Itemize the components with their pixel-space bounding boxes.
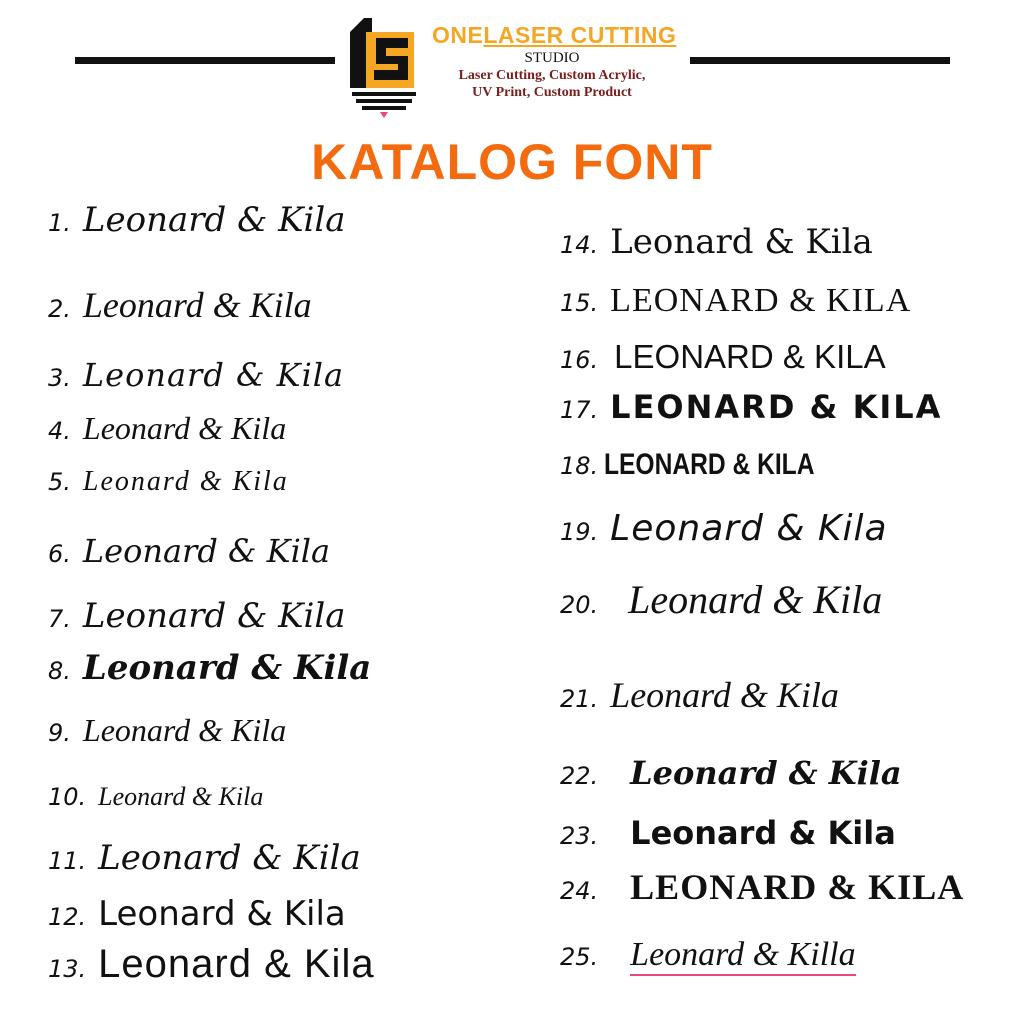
font-sample: Leonard & Kila — [630, 814, 896, 852]
font-sample: LEONARD & KILA — [630, 867, 965, 907]
font-sample-item — [560, 222, 873, 262]
font-sample-item — [560, 576, 882, 623]
font-sample: Leonard & Kila — [82, 712, 287, 748]
font-sample: Leonard & Kila — [82, 200, 346, 240]
font-number: 20. — [560, 591, 599, 619]
font-number: 14. — [560, 231, 599, 259]
font-sample: Leonard & Kila — [98, 838, 361, 878]
font-sample-item — [560, 338, 886, 376]
font-sample-item — [560, 508, 888, 549]
font-number: 17. — [560, 396, 599, 424]
font-sample: LEONARD & KILA — [614, 338, 886, 375]
font-sample-item — [560, 448, 861, 482]
font-sample-item — [560, 388, 942, 426]
font-sample: Leonard & Kila — [630, 754, 902, 792]
brand-name — [432, 22, 677, 49]
font-number: 21. — [560, 685, 599, 713]
font-sample-item — [48, 284, 312, 326]
brand-studio: STUDIO — [524, 50, 580, 66]
font-number: 18. — [560, 452, 599, 480]
font-number: 1. — [48, 209, 71, 237]
font-sample-item — [48, 648, 371, 688]
font-sample-item — [560, 754, 902, 792]
font-sample-item — [48, 466, 289, 498]
font-number: 13. — [48, 955, 87, 983]
font-sample: Leonard & Kila — [610, 675, 839, 715]
font-number: 23. — [560, 822, 599, 850]
font-sample: Leonard & Kila — [82, 356, 345, 394]
page-title: KATALOG FONT — [311, 134, 713, 190]
font-sample: Leonard & Kila — [98, 894, 346, 934]
header-rule-left — [75, 57, 335, 64]
font-sample: Leonard & Kila — [98, 782, 264, 811]
font-number: 15. — [560, 289, 599, 317]
font-sample-item — [560, 866, 964, 908]
brand-tagline-2: UV Print, Custom Product — [472, 85, 632, 100]
brand-tagline-1: Laser Cutting, Custom Acrylic, — [458, 68, 646, 83]
font-number: 11. — [48, 847, 87, 875]
font-sample: Leonard & Killa — [630, 936, 855, 976]
font-sample: Leonard & Kila — [82, 410, 287, 446]
font-number: 10. — [48, 783, 87, 811]
font-number: 6. — [48, 540, 71, 568]
font-sample-item — [48, 596, 346, 636]
font-sample-item — [48, 356, 344, 394]
studio-logo-icon — [350, 18, 418, 118]
font-sample-item — [48, 942, 375, 987]
font-number: 7. — [48, 605, 71, 633]
font-sample: Leonard & Kila — [610, 508, 888, 549]
font-sample: LEONARD & KILA — [604, 448, 815, 481]
font-number: 24. — [560, 877, 599, 905]
font-sample-item — [560, 936, 856, 976]
font-sample: Leonard & Kila — [82, 596, 346, 636]
font-sample-item — [48, 838, 361, 878]
font-sample: Leonard & Kila — [82, 648, 372, 688]
font-sample-item — [48, 894, 346, 934]
brand-name-rest: LASER CUTTING — [483, 22, 677, 48]
font-number: 9. — [48, 719, 71, 747]
font-number: 3. — [48, 364, 71, 392]
font-sample: Leonard & Kila — [628, 577, 883, 622]
font-sample: Leonard & Kila — [82, 466, 289, 497]
font-sample-item — [48, 410, 286, 447]
brand-name-one: ONE — [432, 22, 484, 48]
font-sample-item — [560, 282, 911, 320]
font-number: 22. — [560, 762, 599, 790]
font-number: 12. — [48, 903, 87, 931]
header-rule-right — [690, 57, 950, 64]
font-sample-item — [560, 674, 839, 716]
font-sample: LEONARD & KILA — [610, 282, 912, 319]
font-number: 25. — [560, 943, 599, 971]
font-sample-item — [560, 814, 896, 852]
font-sample: Leonard & Kila — [82, 285, 312, 325]
font-number: 19. — [560, 518, 599, 546]
font-sample: Leonard & Kila — [98, 942, 375, 986]
font-sample: Leonard & Kila — [82, 532, 331, 570]
font-number: 4. — [48, 417, 71, 445]
font-sample: LEONARD & KILA — [610, 388, 943, 426]
font-number: 2. — [48, 295, 71, 323]
font-sample-item — [48, 200, 346, 240]
font-number: 8. — [48, 657, 71, 685]
font-sample-item — [48, 782, 263, 812]
font-sample-item — [48, 712, 286, 749]
font-number: 16. — [560, 346, 599, 374]
font-sample-item — [48, 532, 330, 570]
font-sample: Leonard & Kila — [610, 222, 873, 262]
font-number: 5. — [48, 468, 71, 496]
brand-block — [432, 22, 677, 101]
